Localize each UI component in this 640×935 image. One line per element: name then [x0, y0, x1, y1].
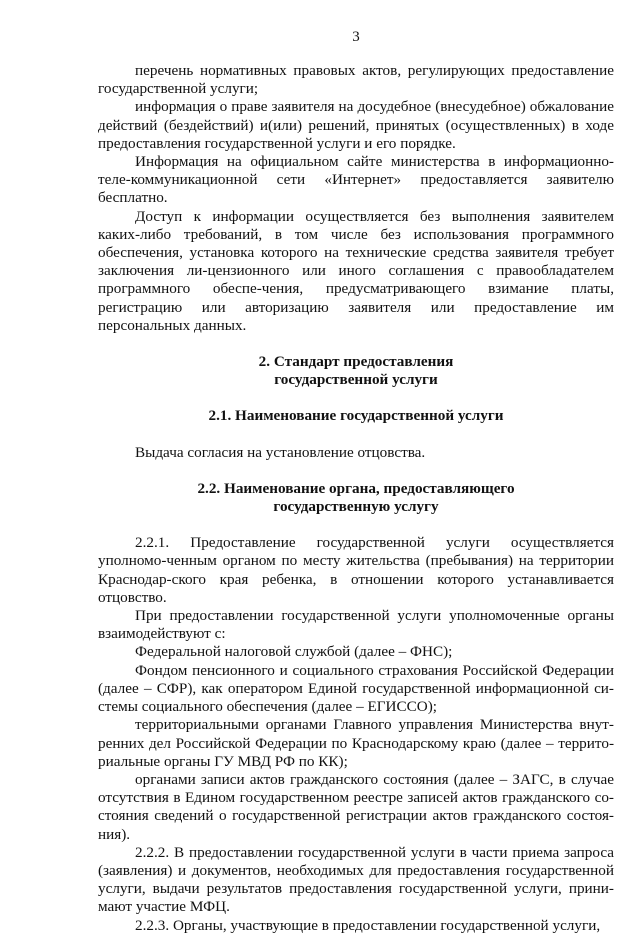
page-number-container — [0, 28, 640, 46]
section-2-1-text: Выдача согласия на установление отцовства. — [135, 443, 426, 461]
paragraph-appeal-right: информация о праве заявителя на досудебное (внесудебное) обжалование действий (бездействий) и(или) решений, принятых (осуществленных) в ходе предоставления государственной услуги и его порядке. — [98, 98, 614, 152]
document-body — [98, 62, 614, 935]
paragraph-2-2-1: 2.2.1. Предоставление государственной услуги осуществляется уполномо-ченным органом по месту жительства (пребывания) на территории Краснодар-ского края ребенка, в отношении которого устанавливается отцовство. — [98, 534, 614, 606]
paragraph-fns: Федеральной налоговой службой (далее – ФНС); — [135, 643, 453, 661]
paragraph-2-2-3: 2.2.3. Органы, участвующие в предоставлении государственной услуги, — [135, 916, 601, 934]
paragraph-access-info: Доступ к информации осуществляется без выполнения заявителем каких-либо требований, в том числе без использования программного обеспечения, установка которого на технические средства заявителя требует заключения ли-цензионного или иного соглашения с правообладателем программного обеспе-чения, предусматривающего взимание платы, регистрацию или авторизацию заявителя или предоставление им персональных данных. — [98, 207, 614, 334]
section-2-2-heading-line1: 2.2. Наименование органа, предоставляющего — [197, 479, 515, 497]
section-2-heading-line2: государственной услуги — [274, 371, 438, 389]
paragraph-mvd: территориальными органами Главного управления Министерства внут-ренних дел Российской Федерации по Краснодарскому краю (далее – террито-риальные органы ГУ МВД РФ по КК); — [98, 716, 614, 770]
section-2-1-heading: 2.1. Наименование государственной услуги — [208, 407, 504, 425]
paragraph-interaction-intro: При предоставлении государственной услуги уполномоченные органы взаимодействуют с: — [98, 607, 614, 643]
paragraph-zags: органами записи актов гражданского состояния (далее – ЗАГС, в случае отсутствия в Едином государственном реестре записей актов гражданского со-стояния сведений о государственной регистрации актов гражданского состоя-ния). — [98, 770, 614, 843]
page-number: 3 — [352, 29, 360, 45]
paragraph-2-2-2: 2.2.2. В предоставлении государственной услуги в части приема запроса (заявления) и документов, необходимых для предоставления государственной услуги, выдачи результатов предоставления государственной услуги, прини-мают участие МФЦ. — [98, 843, 614, 916]
section-2-2-heading-line2: государственную услугу — [273, 498, 439, 516]
section-2-heading-line1: 2. Стандарт предоставления — [258, 353, 454, 371]
paragraph-website-info: Информация на официальном сайте министерства в информационно-теле-коммуникационной сети «Интернет» предоставляется заявителю бесплатно. — [98, 153, 614, 207]
paragraph-sfr: Фондом пенсионного и социального страхования Российской Федерации (далее – СФР), как оператором Единой государственной информационной си-стемы социального обеспечения (далее – ЕГИССО); — [98, 661, 614, 716]
paragraph-legal-acts-list: перечень нормативных правовых актов, регулирующих предоставление государственной услуги; — [98, 62, 614, 98]
